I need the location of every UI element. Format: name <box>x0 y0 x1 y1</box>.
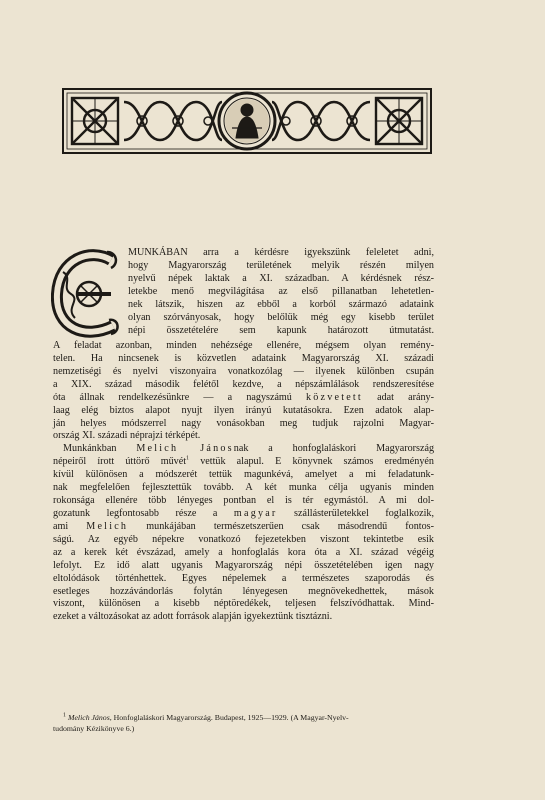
text-line: lefolyt. Ez idő alatt ugyanis Magyarország népi összetételében igen nagy <box>53 559 434 571</box>
paragraph-2 <box>53 340 434 443</box>
text-line: laag elég biztos alapot nyujt ilyen irányú kutatásokra. Ezen adatok alap- <box>53 404 434 416</box>
text-line: nemzetiségi és nyelvi viszonyaira vonatkozólag — ilyenek különben csupán <box>53 365 434 377</box>
text-line: a XIX. század második felétől kezdve, a népszámlálások rendszeresítése <box>53 378 434 390</box>
text-line: rokonsága ellenére több lényeges pontban el is tér egymástól. A mi dol- <box>53 495 434 507</box>
text-line: eltolódások történhettek. Egyes népelemek a természetes szaporodás és <box>53 572 434 584</box>
text-line: olyan szórványosak, hogy belőlük még egy kisebb terület <box>128 311 434 323</box>
text-line: kívül különösen a módszerét tettük magunkévá, amelyet a mi feladatunk- <box>53 469 434 481</box>
text-line: ezeket a változásokat az adott források alapján igyekeztünk tisztázni. <box>53 611 333 623</box>
text-line: Munkánkban Melich Jánosnak a honfoglaláskori Magyarország <box>63 443 435 455</box>
text-line: nyelvű népek laktak a XI. században. A kérdésnek rész- <box>128 272 434 284</box>
footnote-reference[interactable]: 1 <box>186 455 190 462</box>
footnote <box>53 713 434 734</box>
text-line: népi összetételére sem kapunk határozott útmutatást. <box>128 324 434 336</box>
text-line: nek látszik, hiszen az ebből a korból származó adataink <box>128 298 434 310</box>
decorated-initial-letter <box>51 248 123 340</box>
text-line: viszont, különösen a kisebb néptöredékek, teljesen felszívódhattak. Mind- <box>53 598 434 610</box>
decorative-headpiece-ornament <box>62 88 432 154</box>
text-line: ország XI. századi néprajzi térképét. <box>53 430 201 442</box>
text-line: nak megfelelően fejlesztettük tovább. A két munka célja ugyanis minden <box>53 482 434 494</box>
text-line: óta állnak rendelkezésünkre — a nagyszámú közvetett adat arány- <box>53 391 434 403</box>
text-line: ságú. Az egyéb népekre vonatkozó fejezetekben viszont tekintetbe esik <box>53 533 434 545</box>
text-line: ján helyes módszerrel nagy vonásokban meg tudjuk rajzolni Magyar- <box>53 417 434 429</box>
text-line: hogy Magyarország területének melyik részén milyen <box>128 259 434 271</box>
spaced-word: Melich <box>86 520 129 532</box>
text-line: ami Melich munkájában természetszerűen csak másodrendű fontos- <box>53 520 434 532</box>
text-line: esetleges hozzávándorlás folytán lényegesen megnövekedhettek, mások <box>53 585 434 597</box>
author-name-spaced: Melich János <box>136 443 234 455</box>
footnote-line: tudomány Kézikönyve 6.) <box>53 723 135 733</box>
text-line: népeiről írott úttörő művét$^1$ vettük alapul. E könyvnek számos eredményén <box>53 455 434 468</box>
text-line: A feladat azonban, minden nehézsége ellenére, mégsem olyan remény- <box>53 340 434 351</box>
paragraph-3 <box>53 443 434 624</box>
text-line: letekbe menő megvilágítása az első pillanatban lehetetlen- <box>128 285 434 297</box>
text-line: MUNKÁBAN arra a kérdésre igyekszünk feleletet adni, <box>128 247 434 258</box>
text-line: telen. Ha nincsenek is közvetlen adataink Magyarország XI. századi <box>53 352 434 364</box>
footnote-author: Melich János, <box>67 713 112 722</box>
spaced-word: magyar <box>233 507 278 519</box>
main-text <box>53 247 434 624</box>
text-line: az a kerek két évszázad, amely a honfoglalás kora óta a XI. század végéig <box>53 546 434 558</box>
footnote-mark: 1 <box>63 712 66 719</box>
footnote-line: $^1$ Melich János, Honfoglaláskori Magyarország. Budapest, 1925—1929. (A Magyar-Nyelv- <box>63 712 349 722</box>
svg-text:E: E <box>84 301 90 310</box>
text-line: gozatunk legfontosabb része a magyar szállásterületekkel foglalkozik, <box>53 507 435 519</box>
spaced-word: közvetett <box>306 391 363 403</box>
